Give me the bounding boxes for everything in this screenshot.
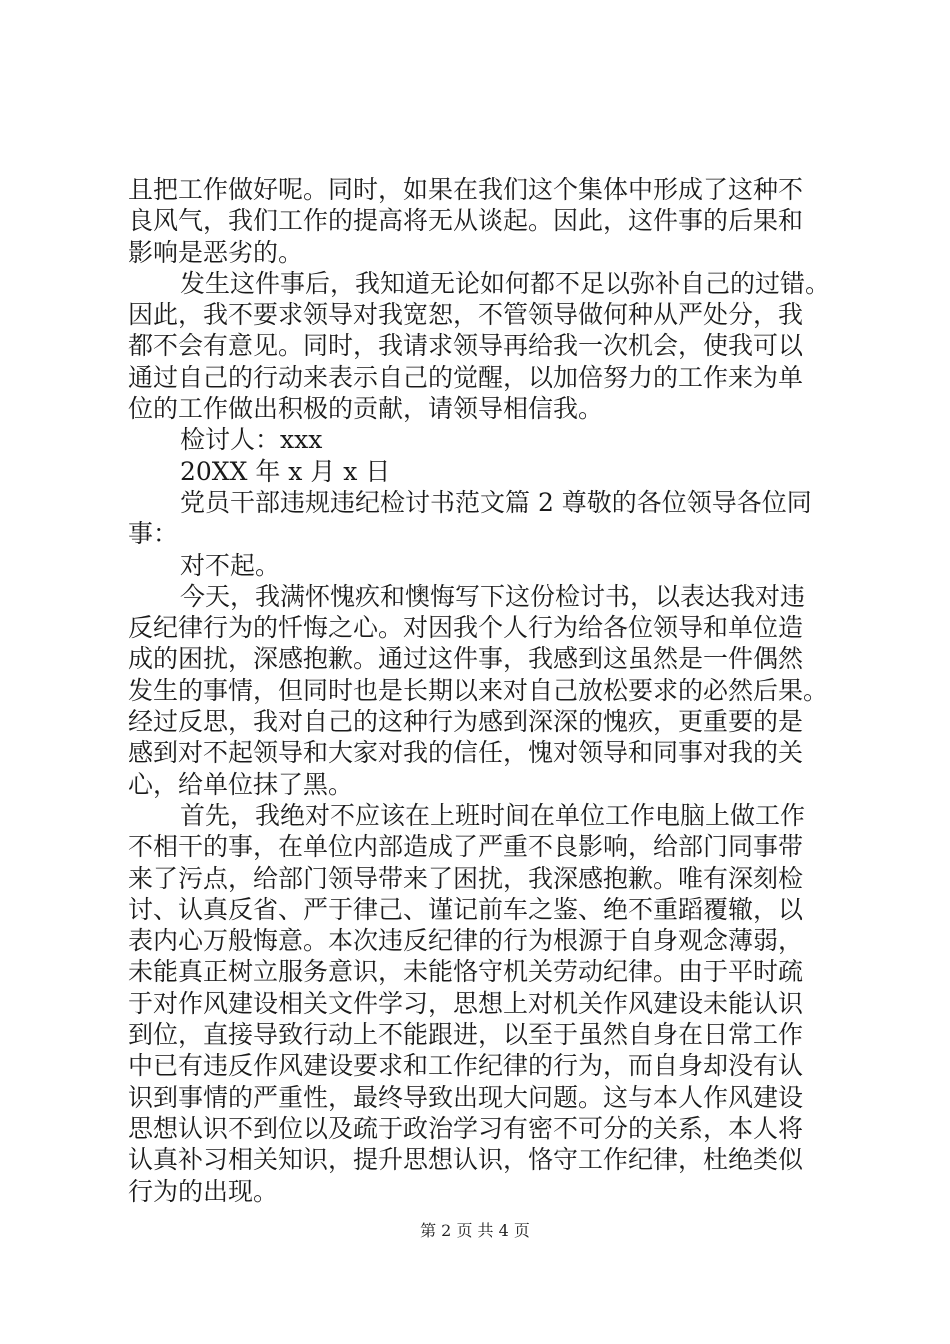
text-line: 通过自己的行动来表示自己的觉醒，以加倍努力的工作来为单 (128, 362, 804, 392)
text-line: 良风气，我们工作的提高将无从谈起。因此，这件事的后果和 (128, 206, 804, 236)
text-line: 未能真正树立服务意识，未能恪守机关劳动纪律。由于平时疏 (128, 957, 804, 987)
text-line: 来了污点，给部门领导带来了困扰，我深感抱歉。唯有深刻检 (128, 863, 804, 893)
text-line: 经过反思，我对自己的这种行为感到深深的愧疚，更重要的是 (128, 707, 804, 737)
text-line: 心，给单位抹了黑。 (128, 769, 354, 799)
text-line: 到位，直接导致行动上不能跟进，以至于虽然自身在日常工作 (128, 1020, 804, 1050)
text-line: 检讨人：xxx (180, 425, 323, 455)
text-line: 表内心万般悔意。本次违反纪律的行为根源于自身观念薄弱， (128, 926, 804, 956)
text-line: 事： (128, 519, 179, 549)
text-line: 思想认识不到位以及疏于政治学习有密不可分的关系，本人将 (128, 1113, 804, 1143)
text-line: 发生的事情，但同时也是长期以来对自己放松要求的必然后果。 (128, 675, 829, 705)
text-line: 都不会有意见。同时，我请求领导再给我一次机会，使我可以 (128, 331, 804, 361)
text-line: 且把工作做好呢。同时，如果在我们这个集体中形成了这种不 (128, 175, 804, 204)
text-line: 讨、认真反省、严于律己、谨记前车之鉴、绝不重蹈覆辙，以 (128, 894, 804, 924)
text-line: 首先，我绝对不应该在上班时间在单位工作电脑上做工作 (180, 800, 806, 830)
page-footer: 第 2 页 共 4 页 (420, 1221, 530, 1240)
text-line: 反纪律行为的忏悔之心。对因我个人行为给各位领导和单位造 (128, 613, 804, 643)
text-line: 影响是恶劣的。 (128, 237, 304, 267)
text-line: 今天，我满怀愧疚和懊悔写下这份检讨书，以表达我对违 (180, 581, 806, 611)
text-line: 发生这件事后，我知道无论如何都不足以弥补自己的过错。 (180, 268, 831, 298)
text-line: 对不起。 (180, 550, 281, 580)
text-line: 行为的出现。 (128, 1176, 279, 1206)
text-line: 不相干的事，在单位内部造成了严重不良影响，给部门同事带 (128, 832, 804, 862)
text-line: 中已有违反作风建设要求和工作纪律的行为，而自身却没有认 (128, 1051, 804, 1081)
text-line: 识到事情的严重性，最终导致出现大问题。这与本人作风建设 (128, 1082, 804, 1112)
text-line: 党员干部违规违纪检讨书范文篇 2 尊敬的各位领导各位同 (180, 487, 812, 517)
text-line: 位的工作做出积极的贡献，请领导相信我。 (128, 394, 604, 424)
text-line: 认真补习相关知识，提升思想认识，恪守工作纪律，杜绝类似 (128, 1145, 804, 1175)
text-line: 于对作风建设相关文件学习，思想上对机关作风建设未能认识 (128, 988, 804, 1018)
text-line: 感到对不起领导和大家对我的信任，愧对领导和同事对我的关 (128, 738, 804, 768)
document-body (128, 174, 850, 1207)
text-line: 因此，我不要求领导对我宽恕，不管领导做何种从严处分，我 (128, 300, 804, 330)
text-line: 20XX 年 x 月 x 日 (180, 456, 391, 486)
text-line: 成的困扰，深感抱歉。通过这件事，我感到这虽然是一件偶然 (128, 644, 804, 674)
